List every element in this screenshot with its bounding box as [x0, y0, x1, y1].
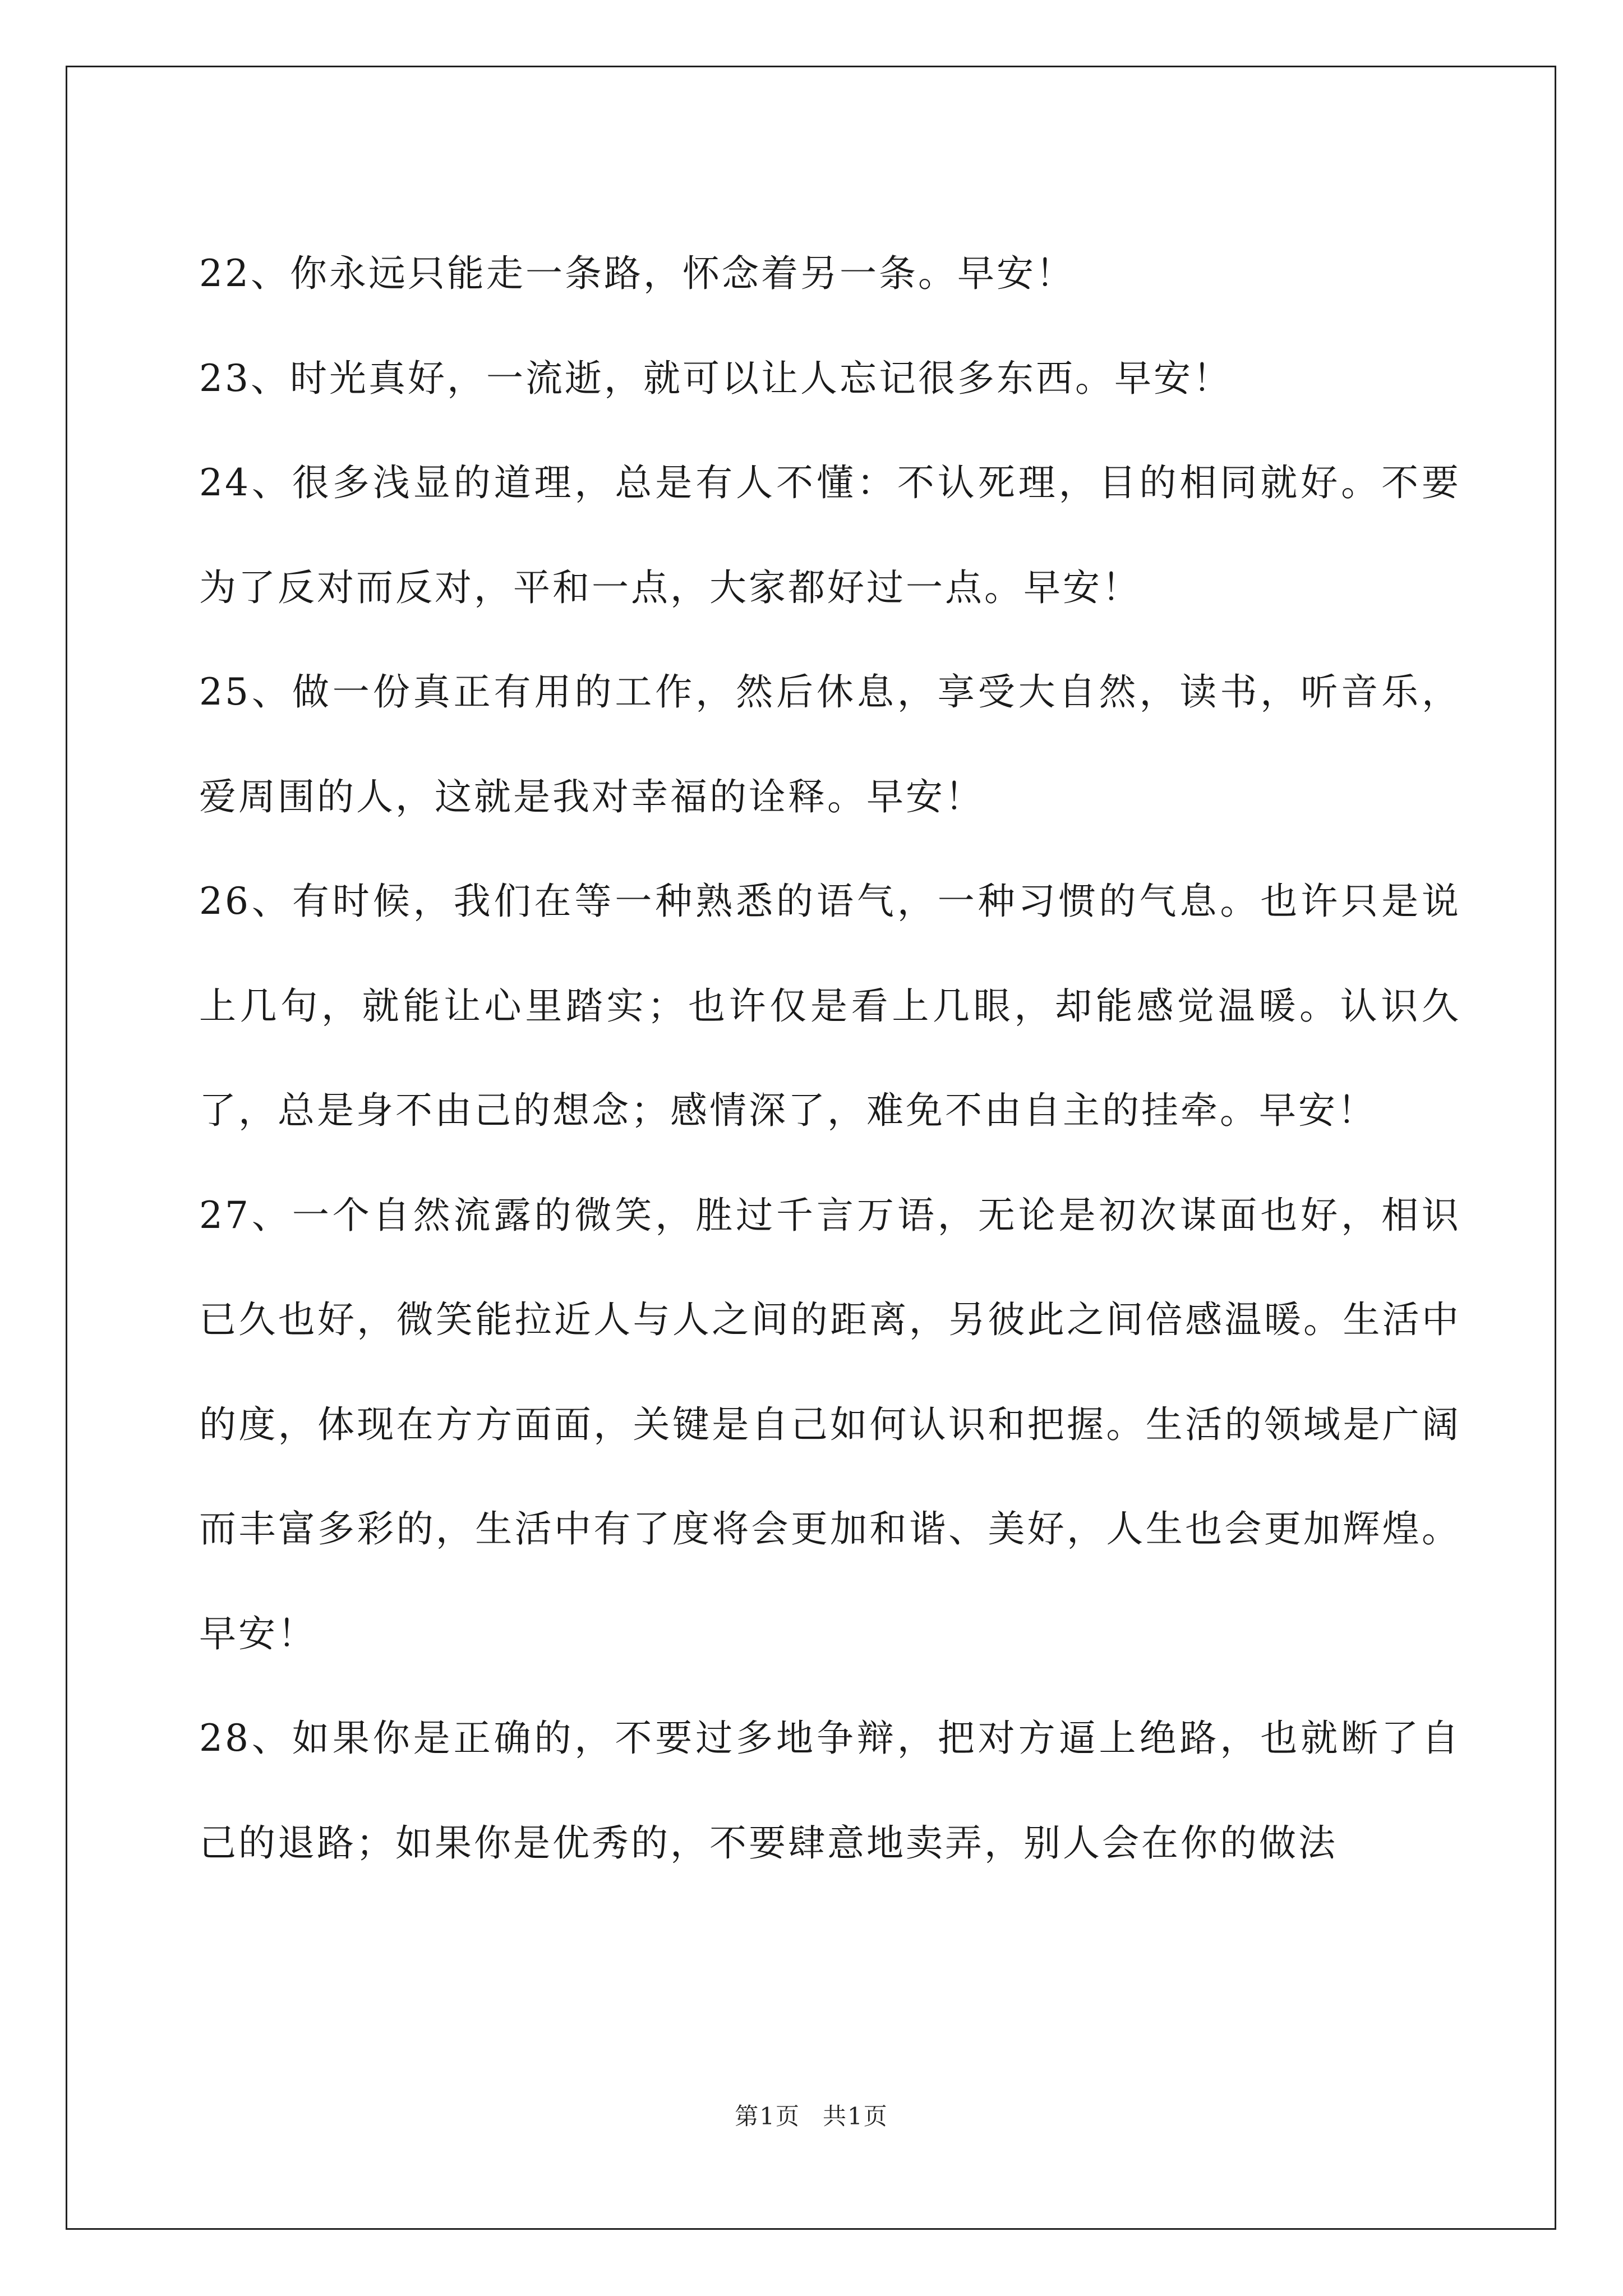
paragraph-27: 27、一个自然流露的微笑，胜过千言万语，无论是初次谋面也好，相识已久也好，微笑能拉近人与人之间的距离，另彼此之间倍感温暖。生活中的度，体现在方方面面，关键是自己如何认识和把握。生活的领域是广阔而丰富多彩的，生活中有了度将会更加和谐、美好，人生也会更加辉煌。早安！ — [199, 1193, 1461, 1655]
paragraph-22: 22、你永远只能走一条路，怀念着另一条。早安！ — [199, 252, 1075, 295]
page-footer — [0, 2098, 1623, 2132]
document-body — [199, 222, 1461, 1895]
paragraph-28: 28、如果你是正确的，不要过多地争辩，把对方逼上绝路，也就断了自己的退路；如果你是优秀的，不要肆意地卖弄，别人会在你的做法 — [199, 1717, 1461, 1865]
paragraph-26: 26、有时候，我们在等一种熟悉的语气，一种习惯的气息。也许只是说上几句，就能让心里踏实；也许仅是看上几眼，却能感觉温暖。认识久了，总是身不由己的想念；感情深了，难免不由自主的挂牵。早安！ — [199, 880, 1461, 1132]
paragraph-23: 23、时光真好，一流逝，就可以让人忘记很多东西。早安！ — [199, 356, 1232, 400]
page-number: 第1页 — [735, 2102, 800, 2130]
page-total: 共1页 — [823, 2102, 888, 2130]
paragraph-25: 25、做一份真正有用的工作，然后休息，享受大自然，读书，听音乐，爱周围的人，这就是我对幸福的诠释。早安！ — [199, 670, 1461, 818]
paragraph-24: 24、很多浅显的道理，总是有人不懂：不认死理，目的相同就好。不要为了反对而反对，平和一点，大家都好过一点。早安！ — [199, 461, 1461, 609]
